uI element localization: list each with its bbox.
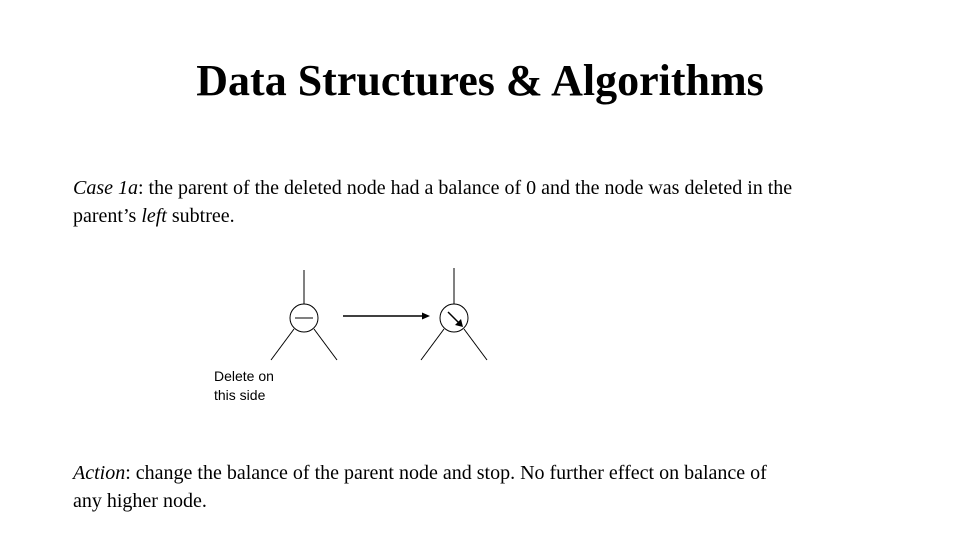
page-title: Data Structures & Algorithms (196, 56, 764, 105)
arrow-head (422, 313, 430, 320)
before-node-group (271, 270, 337, 360)
after-right-edge (464, 329, 487, 360)
before-left-edge (271, 329, 294, 360)
case-text-a: : the parent of the deleted node had a balance of 0 and the node was deleted in the parent’s (73, 177, 793, 227)
action-description (73, 459, 793, 515)
case-label: Case 1a (73, 177, 138, 199)
transition-arrow (343, 313, 430, 320)
delete-annotation-line1: Delete on (214, 368, 274, 384)
before-right-edge (314, 329, 337, 360)
after-node-group (421, 268, 487, 360)
case-text-b: subtree. (166, 205, 235, 227)
delete-annotation-line2: this side (214, 387, 266, 403)
case-emphasis: left (141, 205, 167, 227)
delete-annotation (214, 367, 314, 405)
after-left-edge (421, 329, 444, 360)
action-label: Action (73, 462, 126, 484)
action-text: : change the balance of the parent node and stop. No further effect on balance of any higher node. (73, 462, 767, 512)
